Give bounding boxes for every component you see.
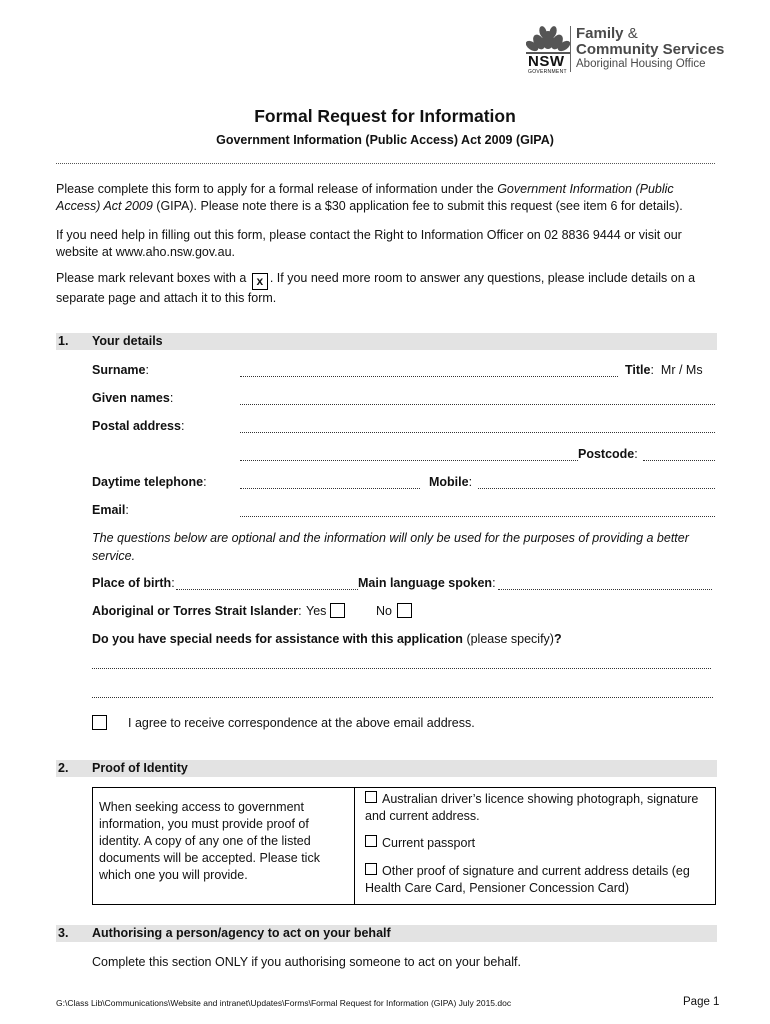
special-needs-text: Do you have special needs for assistance with this application: [92, 632, 463, 646]
aboriginal-yes-checkbox[interactable]: [330, 603, 345, 618]
government-wordmark: GOVERNMENT: [528, 69, 567, 75]
nsw-wordmark: NSW: [528, 53, 565, 70]
nsw-government-logo: [526, 22, 736, 74]
daytime-telephone-text: Daytime telephone: [92, 475, 204, 489]
proof-instructions-cell: [93, 788, 355, 904]
special-needs-field-2[interactable]: [92, 697, 713, 698]
section-1-title: Your details: [92, 334, 163, 348]
no-label: No: [376, 604, 392, 618]
proof-option-passport[interactable]: [365, 835, 705, 852]
place-of-birth-text: Place of birth: [92, 576, 172, 590]
title-label-text: Title: [625, 363, 651, 377]
drivers-licence-label: Australian driver’s licence showing photograph, signature and current address.: [365, 792, 699, 823]
main-language-text: Main language spoken: [358, 576, 493, 590]
mobile-label: Mobile:: [429, 475, 473, 489]
agree-email-checkbox[interactable]: [92, 715, 107, 730]
aboriginal-text: Aboriginal or Torres Strait Islander: [92, 604, 299, 618]
drivers-licence-checkbox[interactable]: [365, 791, 377, 803]
proof-option-other[interactable]: [365, 863, 705, 897]
postal-address-field[interactable]: [240, 432, 715, 433]
proof-option-drivers-licence[interactable]: [365, 791, 705, 825]
logo-line-family: [576, 25, 638, 42]
section-3-note: Complete this section ONLY if you authorising someone to act on your behalf.: [92, 955, 521, 969]
daytime-telephone-field[interactable]: [240, 488, 420, 489]
surname-field[interactable]: [240, 376, 618, 377]
title-options[interactable]: Mr / Ms: [660, 363, 703, 377]
place-of-birth-label: Place of birth:: [92, 576, 175, 590]
section-3-number: 3.: [58, 926, 69, 940]
logo-divider: [570, 26, 571, 72]
section-1-header: [56, 333, 717, 350]
intro-paragraph-1: [56, 181, 716, 215]
section-3-title: Authorising a person/agency to act on your behalf: [92, 926, 391, 940]
place-of-birth-field[interactable]: [176, 589, 358, 590]
intro-p3-text-a: Please mark relevant boxes with a: [56, 271, 250, 285]
aboriginal-label: Aboriginal or Torres Strait Islander:: [92, 604, 302, 618]
section-2-number: 2.: [58, 761, 69, 775]
passport-checkbox[interactable]: [365, 835, 377, 847]
postcode-label: Postcode:: [578, 447, 638, 461]
section-1-number: 1.: [58, 334, 69, 348]
given-names-text: Given names: [92, 391, 170, 405]
proof-of-identity-table: [92, 787, 716, 905]
footer-file-path: G:\Class Lib\Communications\Website and intranet\Updates\Forms\Formal Request for Information (GIPA) July 2015.doc: [56, 998, 512, 1008]
special-needs-hint: (please specify): [466, 632, 554, 646]
postcode-field[interactable]: [643, 460, 715, 461]
intro-paragraph-3: [56, 270, 716, 307]
email-label: Email:: [92, 503, 129, 517]
passport-label: Current passport: [382, 836, 476, 850]
logo-amp: &: [627, 25, 638, 42]
email-field[interactable]: [240, 516, 715, 517]
mobile-text: Mobile: [429, 475, 469, 489]
intro-p1-act: Government Information (Public Access) Act 2009: [56, 182, 674, 213]
postcode-text: Postcode: [578, 447, 635, 461]
intro-p3-text-b: . If you need more room to answer any questions, please include details on a separate page and attach it to this form.: [56, 271, 696, 305]
yes-label: Yes: [306, 604, 327, 618]
optional-questions-note: The questions below are optional and the information will only be used for the purposes of providing a better service.: [92, 531, 689, 563]
daytime-telephone-label: Daytime telephone:: [92, 475, 207, 489]
surname-label-text: Surname: [92, 363, 146, 377]
page-title: Formal Request for Information: [254, 106, 516, 126]
special-needs-question: [92, 632, 562, 646]
intro-paragraph-2: If you need help in filling out this form, please contact the Right to Information Officer on 02 8836 9444 or visit our website at www.aho.nsw.gov.au.: [56, 228, 682, 259]
given-names-label: Given names:: [92, 391, 174, 405]
mobile-field[interactable]: [478, 488, 715, 489]
given-names-field[interactable]: [240, 404, 715, 405]
section-2-header: [56, 760, 717, 777]
special-needs-field-1[interactable]: [92, 668, 711, 669]
section-3-header: [56, 925, 717, 942]
page-subtitle: Government Information (Public Access) Act 2009 (GIPA): [216, 133, 554, 147]
main-language-label: Main language spoken:: [358, 576, 496, 590]
aboriginal-no-checkbox[interactable]: [397, 603, 412, 618]
title-field-label: Title: Mr / Ms: [625, 363, 703, 377]
intro-p1-text-b: (GIPA). Please note there is a $30 application fee to submit this request (see item 6 for details).: [152, 199, 683, 213]
page-number: Page 1: [683, 996, 720, 1008]
postal-address-field-2[interactable]: [240, 460, 578, 461]
logo-line-aho: Aboriginal Housing Office: [576, 58, 706, 70]
other-proof-label: Other proof of signature and current address details (eg Health Care Card, Pensioner Concession Card): [365, 864, 690, 895]
proof-instructions-text: When seeking access to government information, you must provide proof of identity. A copy of any one of the listed documents will be accepted. Please tick which one you will provide.: [99, 800, 320, 882]
logo-line-community: Community Services: [576, 41, 725, 58]
main-language-field[interactable]: [498, 589, 712, 590]
checked-box-icon: x: [252, 273, 268, 290]
email-text: Email: [92, 503, 126, 517]
other-proof-checkbox[interactable]: [365, 863, 377, 875]
intro-p1-text-a: Please complete this form to apply for a formal release of information under the: [56, 182, 498, 196]
postal-address-text: Postal address: [92, 419, 181, 433]
section-2-title: Proof of Identity: [92, 761, 188, 775]
postal-address-label: Postal address:: [92, 419, 185, 433]
special-needs-qmark: ?: [553, 632, 562, 646]
surname-label: Surname:: [92, 363, 149, 377]
waratah-logo-icon: [526, 22, 570, 56]
agree-email-label: I agree to receive correspondence at the above email address.: [128, 716, 475, 730]
logo-family-text: Family: [576, 25, 624, 42]
title-divider: [56, 163, 715, 164]
